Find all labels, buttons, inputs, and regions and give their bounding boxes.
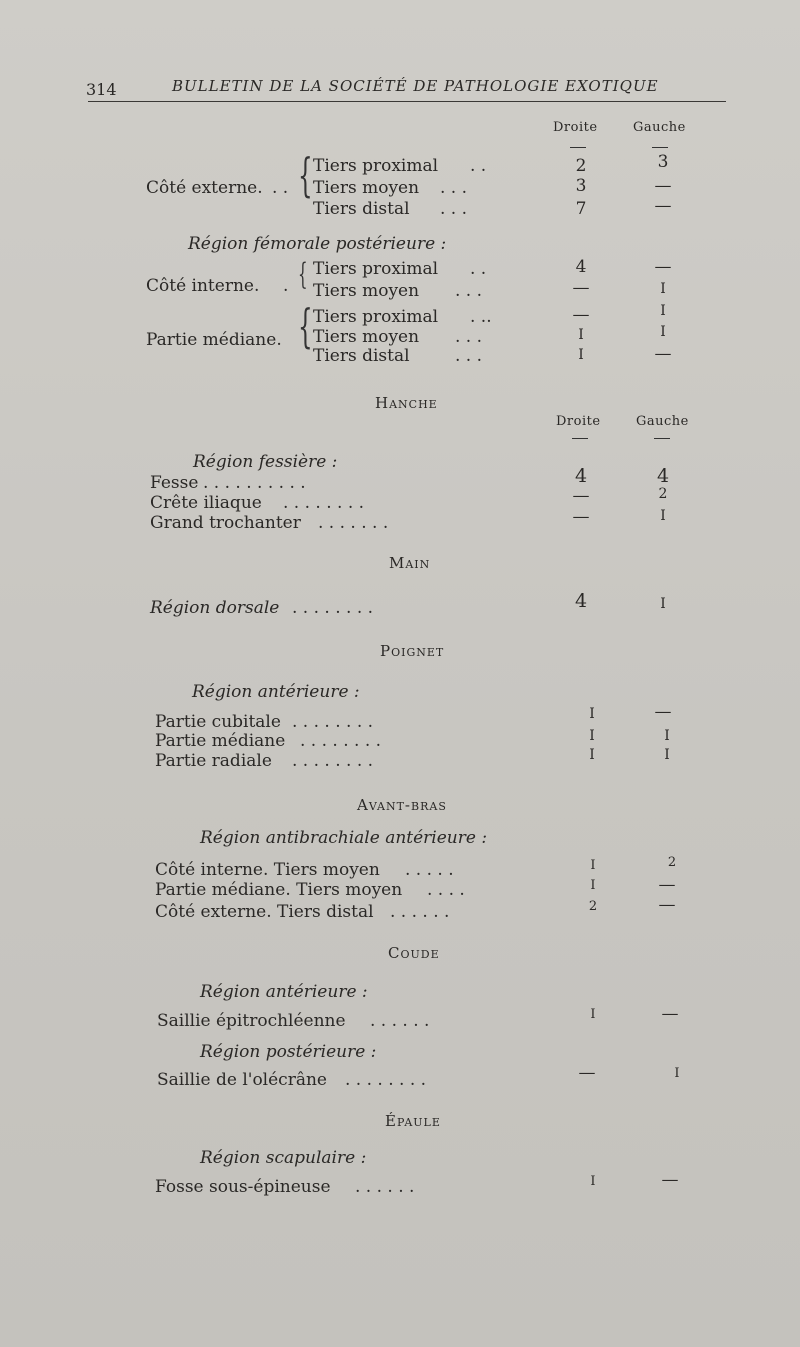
row-label: Tiers moyen: [313, 281, 420, 301]
value-gauche: I: [664, 728, 670, 744]
value-gauche: —: [654, 176, 672, 196]
section-heading-epaule: Épaule: [385, 1112, 441, 1130]
value-droite: I: [590, 878, 596, 893]
section-subtitle: Région scapulaire :: [200, 1148, 367, 1168]
leader-dots: . . . . . .: [355, 1177, 415, 1197]
value-droite: I: [590, 1007, 596, 1022]
value-droite: 2: [588, 899, 598, 914]
value-droite: 7: [575, 199, 587, 219]
value-gauche: 2: [667, 855, 677, 870]
brace: {: [298, 148, 313, 202]
leader-dots: . . .: [455, 327, 483, 347]
col-header-gauche: Gauche: [633, 120, 686, 135]
row-label: Côté externe. Tiers distal: [155, 902, 374, 922]
value-droite: 4: [575, 257, 587, 277]
value-droite: 2: [575, 156, 587, 176]
value-droite: —: [572, 507, 590, 527]
value-gauche: I: [660, 324, 666, 340]
leader-dots: . . . . . .: [390, 902, 450, 922]
col-underline-droite: [570, 147, 586, 148]
row-label: Partie médiane: [155, 731, 286, 751]
row-label: Partie cubitale: [155, 712, 281, 732]
leader-dots: . . . . . . . .: [345, 1070, 427, 1090]
page-number: 314: [86, 80, 117, 99]
row-label: Saillie de l'olécrâne: [157, 1070, 327, 1090]
section-subtitle: Région fessière :: [193, 452, 338, 472]
leader-dots: .: [283, 276, 289, 296]
row-label: Partie médiane. Tiers moyen: [155, 880, 403, 900]
brace: {: [298, 257, 308, 292]
leader-dots: . . . .: [427, 880, 465, 900]
leader-dots: . . . . . . .: [318, 513, 389, 533]
leader-dots: . . . . . . . .: [292, 751, 374, 771]
row-label: Tiers proximal: [313, 259, 439, 279]
section-subtitle: Région antérieure :: [192, 682, 360, 702]
value-gauche: 2: [658, 486, 668, 502]
leader-dots: . . .: [455, 281, 483, 301]
value-gauche: 3: [657, 152, 669, 172]
value-droite: I: [590, 858, 596, 873]
value-gauche: 4: [656, 465, 670, 487]
leader-dots: . . . . . . . .: [283, 493, 365, 513]
leader-dots: . .: [272, 178, 289, 198]
row-label: Tiers proximal: [313, 307, 439, 327]
header-rule: [88, 101, 726, 102]
row-label: Saillie épitrochléenne: [157, 1011, 346, 1031]
row-label: Tiers proximal: [313, 156, 439, 176]
section-heading-coude: Coude: [388, 944, 440, 962]
row-label: Tiers distal: [313, 199, 410, 219]
section-subtitle: Région antibrachiale antérieure :: [200, 828, 488, 848]
section-heading-poignet: Poignet: [380, 642, 445, 660]
leader-dots: . . . . .: [405, 860, 454, 880]
leader-dots: . ..: [470, 307, 492, 327]
value-gauche: I: [660, 281, 666, 297]
row-label: Fesse: [150, 473, 199, 493]
col-header-gauche: Gauche: [636, 414, 689, 429]
value-droite: 4: [574, 465, 588, 487]
value-gauche: —: [661, 1170, 679, 1190]
row-label: Côté interne. Tiers moyen: [155, 860, 380, 880]
leader-dots: . . . . . . . .: [292, 598, 374, 618]
value-droite: I: [589, 728, 595, 744]
leader-dots: . . . . . . . .: [292, 712, 374, 732]
value-gauche: —: [654, 257, 672, 277]
section-subtitle: Région fémorale postérieure :: [188, 234, 447, 254]
leader-dots: . . . . . . . .: [300, 731, 382, 751]
value-droite: —: [578, 1063, 596, 1083]
leader-dots: . . .: [440, 178, 468, 198]
running-title: BULLETIN DE LA SOCIÉTÉ DE PATHOLOGIE EXOTIQUE: [172, 77, 659, 95]
value-gauche: I: [674, 1066, 680, 1081]
row-label: Tiers distal: [313, 346, 410, 366]
value-gauche: I: [660, 303, 666, 319]
value-gauche: —: [658, 895, 676, 915]
value-droite: —: [572, 278, 590, 298]
row-label: Fosse sous-épineuse: [155, 1177, 331, 1197]
value-droite: I: [589, 747, 595, 763]
value-gauche: —: [654, 196, 672, 216]
row-label: Tiers moyen: [313, 178, 420, 198]
leader-dots: . .: [470, 156, 487, 176]
section-heading-hanche: Hanche: [375, 394, 438, 412]
value-droite: I: [578, 347, 584, 363]
col-underline-gauche: [654, 438, 670, 439]
section-subtitle: Région postérieure :: [200, 1042, 377, 1062]
value-gauche: —: [658, 875, 676, 895]
row-label: Partie radiale: [155, 751, 272, 771]
value-gauche: I: [660, 596, 666, 612]
section-heading-avant-bras: Avant-bras: [357, 796, 447, 814]
brace: {: [298, 299, 313, 353]
section-heading-main: Main: [389, 554, 431, 572]
leader-dots: . . .: [455, 346, 483, 366]
value-gauche: I: [664, 747, 670, 763]
row-label: Grand trochanter: [150, 513, 301, 533]
group-label-cote-externe: Côté externe.: [146, 178, 263, 198]
leader-dots: . . . . . .: [370, 1011, 430, 1031]
value-droite: 4: [574, 590, 588, 612]
leader-dots: . . .: [440, 199, 468, 219]
section-subtitle: Région antérieure :: [200, 982, 368, 1002]
value-gauche: —: [654, 344, 672, 364]
value-gauche: —: [654, 702, 672, 722]
value-droite: I: [590, 1174, 596, 1189]
value-droite: I: [578, 327, 584, 343]
leader-dots: . .: [470, 259, 487, 279]
value-droite: —: [572, 486, 590, 506]
value-droite: I: [589, 706, 595, 722]
col-underline-gauche: [652, 147, 668, 148]
value-droite: 3: [575, 176, 587, 196]
col-header-droite: Droite: [553, 120, 598, 135]
value-gauche: —: [661, 1004, 679, 1024]
row-label: Crête iliaque: [150, 493, 262, 513]
row-label: Région dorsale: [150, 598, 280, 618]
leader-dots: . . . . . . . . . .: [203, 473, 306, 493]
value-gauche: I: [660, 508, 666, 524]
group-label-cote-interne: Côté interne.: [146, 276, 260, 296]
row-label: Tiers moyen: [313, 327, 420, 347]
group-label-partie-mediane: Partie médiane.: [146, 330, 282, 350]
value-droite: —: [572, 305, 590, 325]
col-underline-droite: [572, 438, 588, 439]
col-header-droite: Droite: [556, 414, 601, 429]
